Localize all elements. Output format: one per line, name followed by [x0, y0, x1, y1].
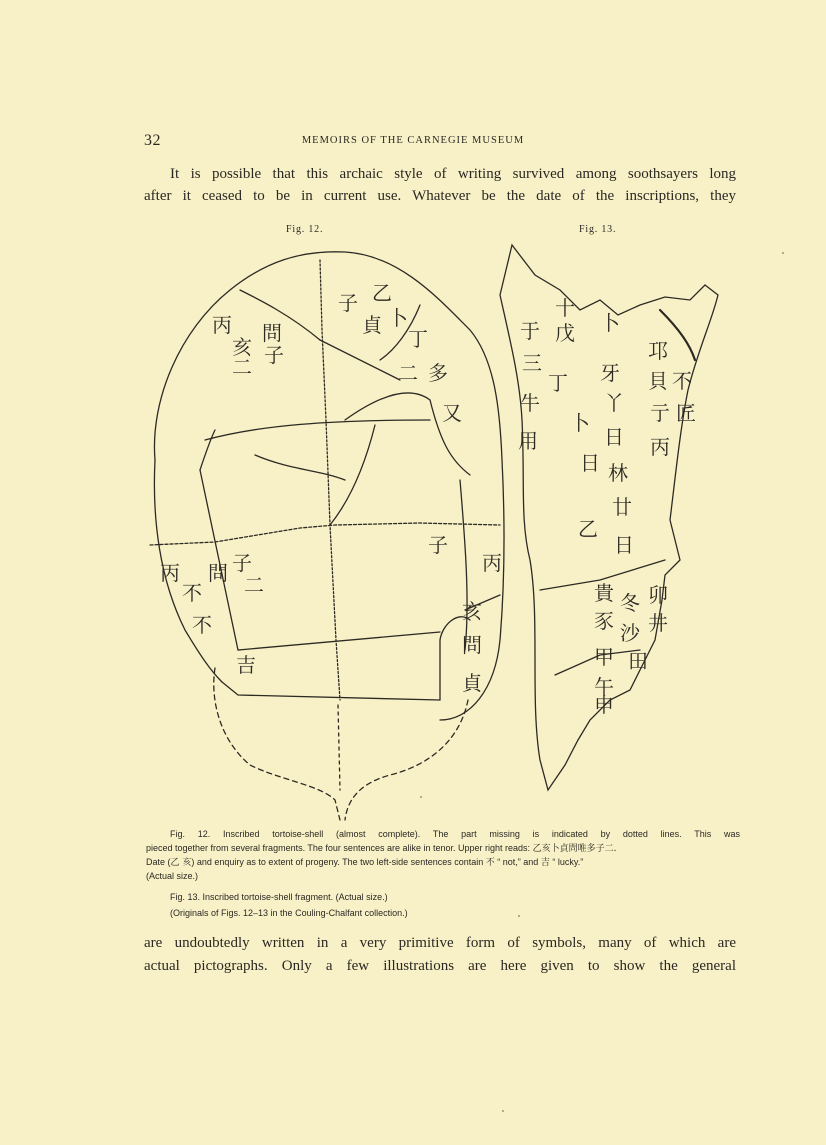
svg-text:不: 不: [192, 613, 212, 637]
svg-text:二: 二: [398, 361, 418, 385]
svg-text:廿: 廿: [612, 495, 632, 519]
svg-text:貞: 貞: [462, 671, 482, 695]
svg-text:丫: 丫: [604, 391, 624, 415]
fig12-caption-line-4: (Actual size.): [146, 871, 199, 881]
running-head: MEMOIRS OF THE CARNEGIE MUSEUM: [301, 135, 525, 146]
svg-text:申: 申: [594, 693, 614, 717]
svg-text:子: 子: [232, 551, 252, 575]
svg-text:井: 井: [648, 611, 668, 635]
svg-text:于: 于: [520, 319, 540, 343]
glyph-mark: 丙: [212, 313, 232, 337]
svg-text:卯: 卯: [648, 583, 668, 607]
paragraph-bottom-line-2: actual pictographs. Only a few illustrations are here given to show the general: [144, 958, 736, 974]
fig12-label: Fig. 12.: [286, 224, 324, 235]
svg-text:田: 田: [628, 649, 648, 673]
svg-text:牙: 牙: [600, 361, 620, 385]
svg-text:日: 日: [604, 425, 624, 449]
svg-text:問: 問: [262, 321, 282, 345]
svg-text:子: 子: [264, 343, 284, 367]
svg-text:問: 問: [208, 561, 228, 585]
fig12-caption-line-1: Fig. 12. Inscribed tortoise-shell (almost complete). The part missing is indicated by dotted lines. This was: [170, 829, 740, 839]
svg-text:貴: 貴: [594, 581, 614, 605]
paper-speck: [420, 796, 422, 798]
svg-text:戊: 戊: [555, 321, 575, 345]
paragraph-line-1: It is possible that this archaic style of writing survived among soothsayers long: [170, 166, 736, 182]
svg-text:卜: 卜: [388, 306, 408, 330]
svg-text:不: 不: [672, 369, 692, 393]
svg-text:亥: 亥: [462, 599, 482, 623]
fig12-caption-line-3: Date (乙 亥) and enquiry as to extent of progeny. The two left-side sentences contain 不 “ not,” and 吉 “ lucky.”: [146, 857, 584, 868]
svg-text:子: 子: [428, 533, 448, 557]
svg-text:又: 又: [442, 401, 462, 425]
svg-text:乙: 乙: [372, 281, 392, 305]
svg-text:亍: 亍: [650, 401, 670, 425]
svg-text:不: 不: [182, 581, 202, 605]
svg-text:匠: 匠: [676, 401, 696, 425]
svg-text:丁: 丁: [548, 371, 568, 395]
svg-text:丙: 丙: [482, 551, 502, 575]
fig12-caption-line-2: pieced together from several fragments. The four sentences are alike in tenor. Upper right reads: 乙亥卜貞問唯多子二.: [146, 843, 617, 854]
svg-text:亥: 亥: [232, 335, 252, 359]
svg-text:日: 日: [614, 533, 634, 557]
fig13-caption-line-2: (Originals of Figs. 12–13 in the Couling-Chalfant collection.): [170, 908, 408, 918]
svg-text:丁: 丁: [408, 327, 428, 351]
fig12-shell-drawing: [150, 252, 504, 820]
svg-text:卜: 卜: [570, 411, 590, 435]
svg-text:邛: 邛: [648, 339, 668, 363]
svg-text:甲: 甲: [594, 645, 614, 669]
svg-text:多: 多: [428, 361, 448, 385]
svg-text:豕: 豕: [594, 609, 614, 633]
paper-speck: [502, 1110, 504, 1112]
svg-text:沙: 沙: [620, 621, 640, 645]
svg-text:冬: 冬: [620, 591, 640, 615]
svg-text:乙: 乙: [578, 517, 598, 541]
svg-text:丙: 丙: [650, 435, 670, 459]
svg-text:林: 林: [608, 461, 628, 485]
svg-text:問: 問: [462, 633, 482, 657]
svg-text:丙: 丙: [160, 561, 180, 585]
fig13-label: Fig. 13.: [579, 224, 617, 235]
svg-text:二: 二: [232, 355, 252, 379]
svg-text:二: 二: [244, 573, 264, 597]
svg-text:日: 日: [580, 451, 600, 475]
paper-speck: [782, 252, 784, 254]
svg-text:十: 十: [555, 296, 575, 320]
svg-text:三: 三: [522, 351, 542, 375]
svg-text:貝: 貝: [648, 369, 668, 393]
paragraph-bottom-line-1: are undoubtedly written in a very primitive form of symbols, many of which are: [144, 935, 736, 951]
svg-text:牛: 牛: [520, 391, 540, 415]
fig13-caption-line-1: Fig. 13. Inscribed tortoise-shell fragment. (Actual size.): [170, 892, 388, 902]
paragraph-line-2: after it ceased to be in current use. Whatever be the date of the inscriptions, they: [144, 188, 736, 204]
svg-text:吉: 吉: [236, 653, 256, 677]
svg-text:子: 子: [338, 291, 358, 315]
page-number: 32: [144, 132, 161, 149]
svg-text:貞: 貞: [362, 313, 382, 337]
svg-text:卜: 卜: [600, 311, 620, 335]
paper-speck: [518, 915, 520, 917]
svg-text:用: 用: [518, 429, 538, 453]
svg-text:午: 午: [594, 675, 614, 699]
